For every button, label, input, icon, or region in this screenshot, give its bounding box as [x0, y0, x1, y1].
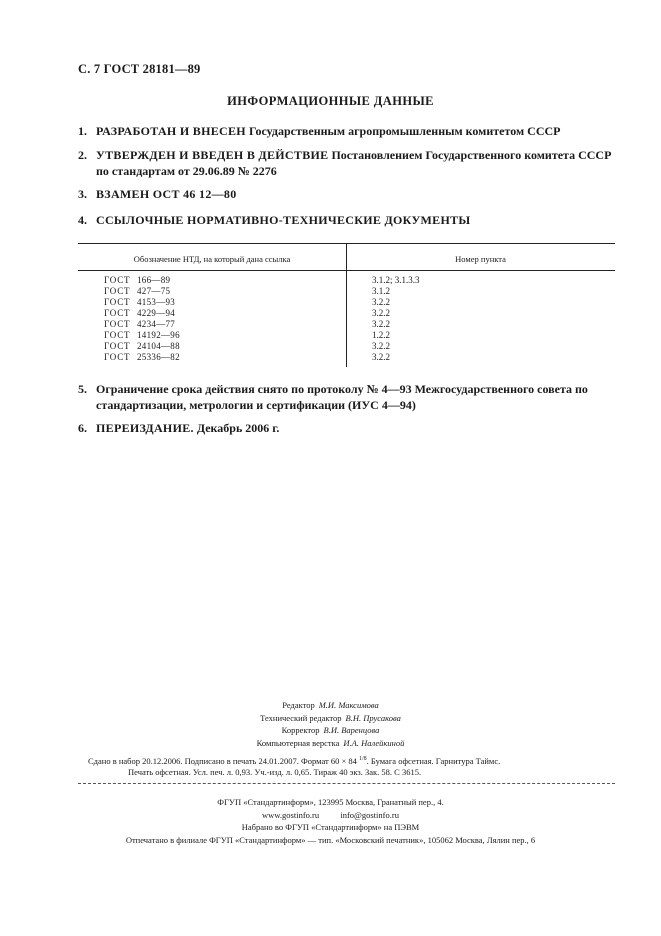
footer-line: Отпечатано в филиале ФГУП «Стандартинформ» — тип. «Московский печатник», 105062 Москва, Лялин пер., 6: [125, 834, 536, 845]
item-number: 2.: [78, 148, 87, 162]
publication-text-tail: . Бумага офсетная. Гарнитура Таймс.: [366, 755, 501, 766]
doc-number: 4229—94: [137, 308, 176, 318]
clause-number: 3.1.2; 3.1.3.3: [372, 275, 420, 285]
table-row: [0, 308, 661, 319]
credit-line: [0, 737, 661, 750]
item-text: Декабрь 2006 г.: [196, 421, 280, 435]
doc-prefix: ГОСТ: [104, 286, 131, 296]
footer-line: ФГУП «Стандартинформ», 123995 Москва, Гранатный пер., 4.: [217, 797, 444, 807]
doc-number: 14192—96: [137, 330, 180, 340]
item-heading: УТВЕРЖДЕН И ВВЕДЕН В ДЕЙСТВИЕ: [96, 148, 329, 162]
credit-role: Технический редактор: [260, 712, 342, 723]
doc-prefix: ГОСТ: [104, 319, 131, 329]
item-heading: ССЫЛОЧНЫЕ НОРМАТИВНО-ТЕХНИЧЕСКИЕ ДОКУМЕНТЫ: [96, 213, 471, 227]
reference-table-body: [0, 275, 661, 363]
item-number: 3.: [78, 187, 87, 201]
item-heading: РАЗРАБОТАН И ВНЕСЕН: [96, 124, 246, 138]
table-row: [0, 319, 661, 330]
credit-role: Компьютерная верстка: [256, 737, 340, 748]
credit-person: В.Н. Прусакова: [345, 712, 401, 723]
clause-number: 1.2.2: [372, 330, 390, 340]
credit-line: [0, 699, 661, 712]
page-header: С. 7 ГОСТ 28181—89: [78, 62, 201, 76]
table-header-clause: Номер пункта: [455, 254, 506, 264]
doc-number: 427—75: [137, 286, 171, 296]
table-header-document: Обозначение НТД, на который дана ссылка: [133, 254, 291, 264]
table-row: [0, 275, 661, 286]
doc-number: 4153—93: [137, 297, 176, 307]
item-number: 4.: [78, 213, 87, 227]
table-row: [0, 341, 661, 352]
editorial-credits: [0, 699, 661, 749]
item-text: Ограничение срока действия снято по протоколу № 4—93 Межгосударственного совета по стандартизации, метрологии и сертификации (ИУС 4—94): [96, 382, 588, 412]
doc-prefix: ГОСТ: [104, 297, 131, 307]
clause-number: 3.2.2: [372, 308, 390, 318]
doc-prefix: ГОСТ: [104, 275, 131, 285]
publication-text: Сдано в набор 20.12.2006. Подписано в печать 24.01.2007. Формат 60 × 84: [88, 755, 357, 766]
credit-person: И.А. Налейкиной: [343, 737, 405, 748]
clause-number: 3.2.2: [372, 297, 390, 307]
credit-person: М.И. Максимова: [318, 700, 379, 710]
credit-person: В.И. Варенцова: [323, 725, 380, 735]
credit-line: [0, 712, 661, 725]
doc-number: 25336—82: [137, 352, 180, 362]
item-text: Постановлением Государственного комитета СССР по стандартам от 29.06.89 № 2276: [96, 148, 612, 178]
clause-number: 3.1.2: [372, 286, 390, 296]
doc-prefix: ГОСТ: [104, 330, 131, 340]
doc-prefix: ГОСТ: [104, 308, 131, 318]
clause-number: 3.2.2: [372, 341, 390, 351]
item-number: 1.: [78, 124, 87, 138]
item-number: 5.: [78, 382, 87, 396]
item-heading: ВЗАМЕН ОСТ 46 12—80: [96, 187, 237, 201]
publication-line-2: Печать офсетная. Усл. печ. л. 0,93. Уч.-изд. л. 0,65. Тираж 40 экз. Зак. 58. С 3615.: [128, 767, 422, 777]
section-title: ИНФОРМАЦИОННЫЕ ДАННЫЕ: [227, 94, 434, 108]
doc-number: 24104—88: [137, 341, 180, 351]
table-row: [0, 330, 661, 341]
item-heading: ПЕРЕИЗДАНИЕ.: [96, 421, 194, 435]
item-text: Государственным агропромышленным комитетом СССР: [248, 124, 561, 138]
footer-line: Набрано во ФГУП «Стандартинформ» на ПЭВМ: [241, 822, 420, 832]
format-fraction: 1/8: [359, 756, 367, 762]
table-row: [0, 297, 661, 308]
footer-dashed-rule: [78, 783, 615, 784]
credit-line: [0, 724, 661, 737]
footer-line: www.gostinfo.ru info@gostinfo.ru: [262, 809, 399, 820]
credit-role: Корректор: [281, 725, 320, 735]
table-row: [0, 352, 661, 363]
credit-role: Редактор: [282, 700, 315, 710]
doc-prefix: ГОСТ: [104, 341, 131, 351]
publication-details: [78, 753, 618, 779]
item-number: 6.: [78, 421, 87, 435]
publisher-footer: [0, 796, 661, 846]
table-row: [0, 286, 661, 297]
doc-number: 4234—77: [137, 319, 176, 329]
doc-prefix: ГОСТ: [104, 352, 131, 362]
clause-number: 3.2.2: [372, 352, 390, 362]
clause-number: 3.2.2: [372, 319, 390, 329]
publication-line-1: [78, 753, 618, 766]
doc-number: 166—89: [137, 275, 171, 285]
